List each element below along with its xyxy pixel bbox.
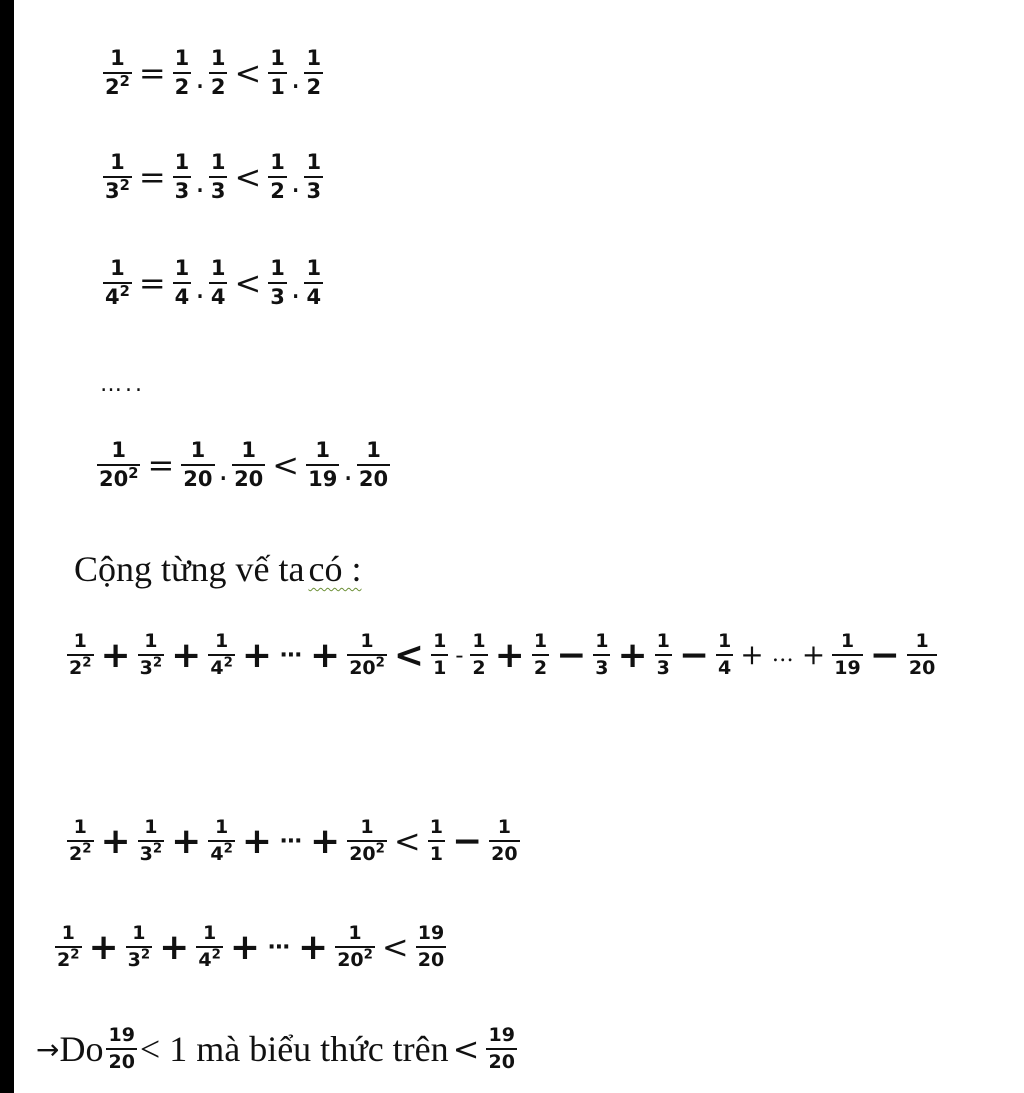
fraction: $\frac{1}{4}$ [174,256,190,309]
fraction: $\frac{1}{4^2}$ [105,256,130,309]
fraction: $\frac{1}{3}$ [210,150,226,203]
inequality-line-3: $\frac{1}{4^2}$ = $\frac{1}{4}$ . $\frac{1}{4}$ < $\frac{1}{3}$ . $\frac{1}{4}$ [105,256,322,309]
result-line: $\frac{1}{2^2}$ + $\frac{1}{3^2}$ + $\frac{1}{4^2}$ + ⋯ + $\frac{1}{20^2}$ < $\frac{19}{20}$ [57,922,445,971]
fraction: $\frac{1}{20^2}$ [349,630,385,679]
right-arrow-icon: → [36,1032,60,1066]
fraction: $\frac{19}{20}$ [108,1024,135,1073]
fraction: $\frac{1}{3}$ [270,256,285,309]
fraction: $\frac{1}{2}$ [174,46,190,99]
conclusion-line: → Do $\frac{19}{20}$ < 1 mà biểu thức trên < $\frac{19}{20}$ [36,1024,515,1073]
fraction: $\frac{1}{2^2}$ [57,922,80,971]
fraction: $\frac{1}{3^2}$ [105,150,130,203]
fraction: $\frac{1}{2}$ [306,46,322,99]
fraction: $\frac{1}{2}$ [533,630,548,679]
fraction: $\frac{1}{2^2}$ [105,46,130,99]
telescoping-sum-line: $\frac{1}{2^2}$ + $\frac{1}{3^2}$ + $\frac{1}{4^2}$ + ⋯ + $\frac{1}{20^2}$ < $\frac{1}{1}$ - $\frac{1}{2}$ + $\frac{1}{2}$ − $\frac{1}{3}$ + $\frac{1}{3}$ − $\frac{1}{4}$ + … + $\frac{1}{19}$ − $\frac{1}{20}$ [69,630,936,679]
fraction: $\frac{1}{20}$ [908,630,936,679]
fraction: $\frac{1}{19}$ [834,630,861,679]
fraction: $\frac{1}{20}$ [491,816,518,865]
fraction: $\frac{1}{2}$ [472,630,486,679]
fraction: $\frac{1}{20^2}$ [337,922,373,971]
document-page [14,0,1024,1093]
fraction: $\frac{19}{20}$ [417,922,445,971]
fraction: $\frac{1}{1}$ [429,816,443,865]
fraction: $\frac{19}{20}$ [488,1024,515,1073]
fraction: $\frac{1}{3}$ [174,150,190,203]
fraction: $\frac{1}{20}$ [183,438,213,491]
fraction: $\frac{1}{1}$ [270,46,285,99]
sum-caption: Cộng từng vế ta có : [74,549,362,589]
inequality-line-1: $\frac{1}{2^2}$ = $\frac{1}{2}$ . $\frac{1}{2}$ < $\frac{1}{1}$ . $\frac{1}{2}$ [105,46,322,99]
fraction: $\frac{1}{4}$ [306,256,322,309]
inequality-line-2: $\frac{1}{3^2}$ = $\frac{1}{3}$ . $\frac{1}{3}$ < $\frac{1}{2}$ . $\frac{1}{3}$ [105,150,322,203]
fraction: $\frac{1}{2}$ [270,150,285,203]
fraction: $\frac{1}{3}$ [595,630,609,679]
fraction: $\frac{1}{4^2}$ [198,922,221,971]
fraction: $\frac{1}{3}$ [656,630,670,679]
fraction: $\frac{1}{3}$ [306,150,322,203]
fraction: $\frac{1}{20}$ [358,438,389,491]
fraction: $\frac{1}{20^2}$ [99,438,139,491]
fraction: $\frac{1}{20^2}$ [349,816,385,865]
ellipsis-line: ….. [100,372,145,397]
fraction: $\frac{1}{20}$ [234,438,264,491]
fraction: $\frac{1}{4}$ [718,630,732,679]
fraction: $\frac{1}{2^2}$ [69,630,92,679]
inequality-line-20: $\frac{1}{20^2}$ = $\frac{1}{20}$ . $\frac{1}{20}$ < $\frac{1}{19}$ . $\frac{1}{20}$ [99,438,389,491]
fraction: $\frac{1}{1}$ [433,630,447,679]
fraction: $\frac{1}{4}$ [210,256,226,309]
fraction: $\frac{1}{19}$ [308,438,338,491]
fraction: $\frac{1}{3^2}$ [139,630,163,679]
fraction: $\frac{1}{2^2}$ [69,816,92,865]
fraction: $\frac{1}{3^2}$ [139,816,163,865]
fraction: $\frac{1}{3^2}$ [127,922,151,971]
simplified-sum-line: $\frac{1}{2^2}$ + $\frac{1}{3^2}$ + $\frac{1}{4^2}$ + ⋯ + $\frac{1}{20^2}$ < $\frac{1}{1}$ − $\frac{1}{20}$ [69,816,518,865]
fraction: $\frac{1}{4^2}$ [210,816,233,865]
fraction: $\frac{1}{2}$ [210,46,226,99]
fraction: $\frac{1}{4^2}$ [210,630,233,679]
